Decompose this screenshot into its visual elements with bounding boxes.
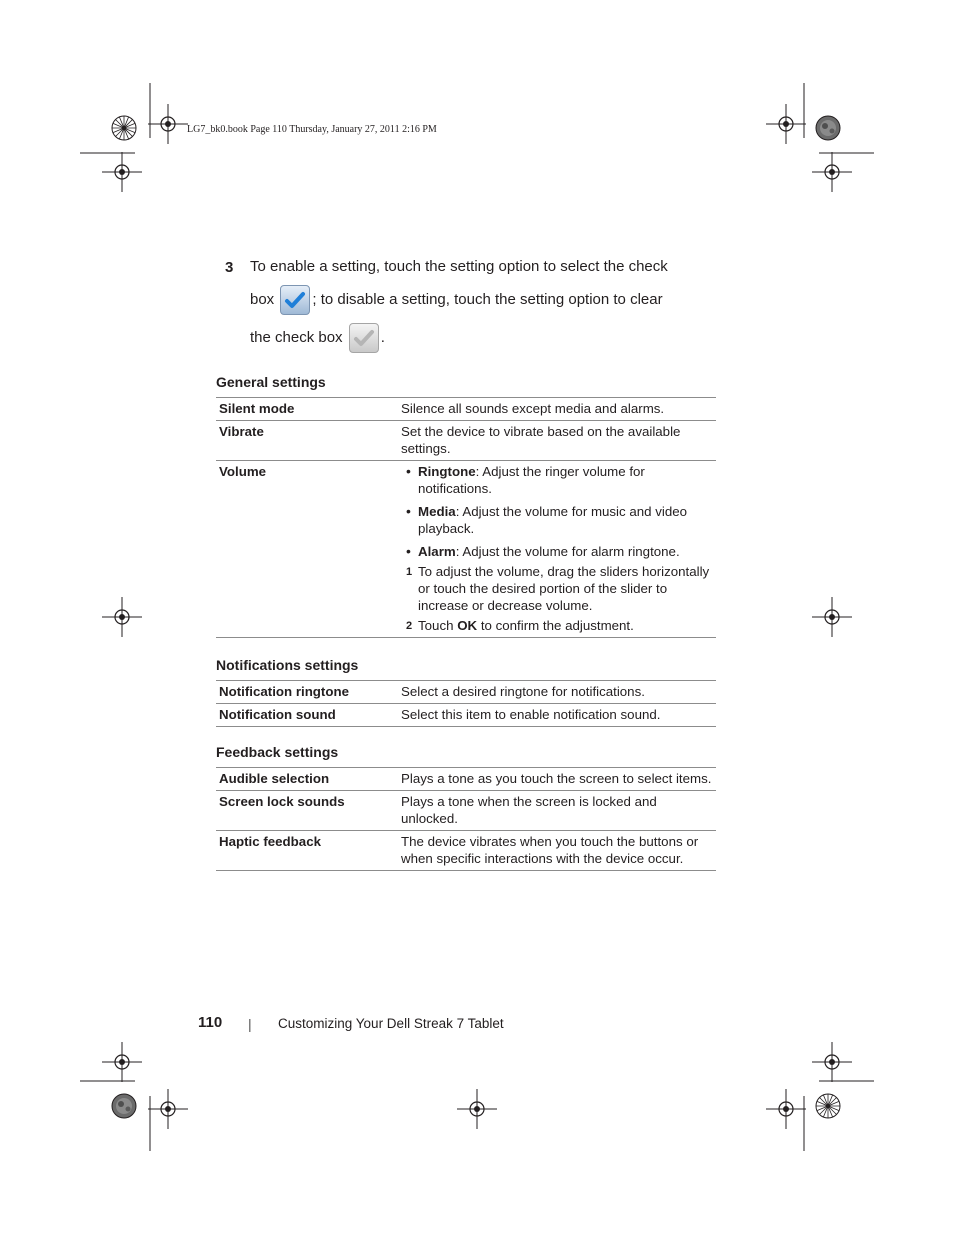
unchecked-checkbox-icon xyxy=(349,323,379,353)
step-line-2: box ; to disable a setting, touch the setting option to clear xyxy=(250,285,663,315)
table-row xyxy=(216,421,716,461)
feedback-settings-title: Feedback settings xyxy=(216,744,339,760)
checked-checkbox-icon xyxy=(280,285,310,315)
setting-name: Audible selection xyxy=(216,768,395,791)
table-row xyxy=(216,681,716,704)
setting-name: Haptic feedback xyxy=(216,831,395,871)
notifications-settings-title: Notifications settings xyxy=(216,657,359,673)
table-row xyxy=(216,768,716,791)
setting-name: Silent mode xyxy=(216,398,395,421)
setting-description: Plays a tone as you touch the screen to select items. xyxy=(395,768,716,791)
setting-name: Volume xyxy=(216,461,395,638)
general-settings-table xyxy=(216,397,716,638)
list-item: • Alarm: Adjust the volume for alarm ringtone. xyxy=(401,543,713,560)
setting-name: Screen lock sounds xyxy=(216,791,395,831)
step-line-1: To enable a setting, touch the setting option to select the check xyxy=(250,258,668,275)
footer-separator: | xyxy=(248,1016,252,1032)
setting-name: Notification ringtone xyxy=(216,681,395,704)
setting-description: Plays a tone when the screen is locked and unlocked. xyxy=(395,791,716,831)
setting-description: Select a desired ringtone for notifications. xyxy=(395,681,716,704)
setting-description: Silence all sounds except media and alarms. xyxy=(395,398,716,421)
table-row xyxy=(216,461,716,638)
list-item: • Ringtone: Adjust the ringer volume for notifications. xyxy=(401,463,713,497)
list-item: 2 Touch OK to confirm the adjustment. xyxy=(406,618,634,633)
table-row xyxy=(216,704,716,727)
feedback-settings-table xyxy=(216,767,716,871)
setting-name: Notification sound xyxy=(216,704,395,727)
step-line-3: the check box . xyxy=(250,323,385,353)
setting-description: Set the device to vibrate based on the available settings. xyxy=(395,421,716,461)
chapter-title: Customizing Your Dell Streak 7 Tablet xyxy=(278,1016,504,1031)
notifications-settings-table xyxy=(216,680,716,727)
volume-steps-list xyxy=(401,563,713,634)
step-number: 3 xyxy=(225,259,234,276)
setting-description: The device vibrates when you touch the buttons or when specific interactions with the device occur. xyxy=(395,831,716,871)
table-row xyxy=(216,398,716,421)
print-slug: LG7_bk0.book Page 110 Thursday, January 27, 2011 2:16 PM xyxy=(187,124,437,135)
setting-name: Vibrate xyxy=(216,421,395,461)
general-settings-title: General settings xyxy=(216,374,326,390)
volume-options-list xyxy=(401,463,713,560)
setting-description: Select this item to enable notification sound. xyxy=(395,704,716,727)
table-row xyxy=(216,831,716,871)
list-item: 1 To adjust the volume, drag the sliders horizontally or touch the desired portion of the slider to increase or decrease volume. xyxy=(406,564,710,613)
table-row xyxy=(216,791,716,831)
list-item: • Media: Adjust the volume for music and video playback. xyxy=(401,503,713,537)
page-number: 110 xyxy=(198,1014,223,1031)
setting-description xyxy=(395,461,716,638)
